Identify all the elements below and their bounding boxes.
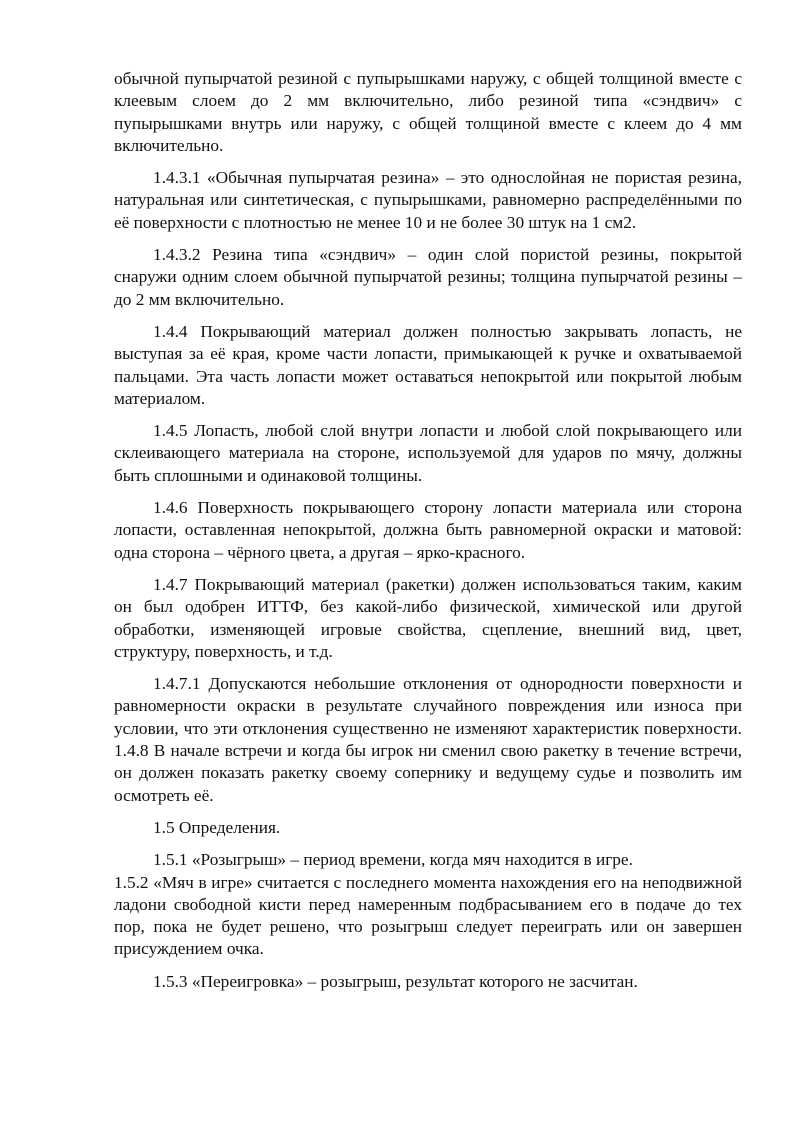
paragraph-1-4-8: 1.4.8 В начале встречи и когда бы игрок ни сменил свою ракетку в течение встречи, он должен показать ракетку своему сопернику и ведущему судье и позволить им осмотреть её. [114, 741, 742, 805]
paragraph-1-5-1: 1.5.1 «Розыгрыш» – период времени, когда мяч находится в игре. [153, 850, 633, 870]
paragraph-1-4-6: 1.4.6 Поверхность покрывающего сторону лопасти материала или сторона лопасти, оставленная непокрытой, должна быть равномерной окраски и матовой: одна сторона – чёрного цвета, а другая – ярко-красного. [114, 498, 742, 562]
paragraph-1-4-5: 1.4.5 Лопасть, любой слой внутри лопасти и любой слой покрывающего или склеивающего материала на стороне, используемой для ударов по мячу, должны быть сплошными и одинаковой толщины. [114, 421, 742, 485]
paragraph-1-5: 1.5 Определения. [153, 817, 281, 837]
paragraph-1-4-4: 1.4.4 Покрывающий материал должен полностью закрывать лопасть, не выступая за её края, кроме части лопасти, примыкающей к ручке и охватываемой пальцами. Эта часть лопасти может оставаться непокрытой или покрытой любым материалом. [114, 321, 742, 408]
paragraph-continuation: обычной пупырчатой резиной с пупырышками наружу, с общей толщиной вместе с клеевым слоем до 2 мм включительно, либо резиной типа «сэндвич» с пупырышками внутрь или наружу, с общей толщиной вместе с клеем до 4 мм включительно. [114, 69, 742, 155]
paragraph-1-5-2: 1.5.2 «Мяч в игре» считается с последнего момента нахождения его на неподвижной ладони свободной кисти перед намеренным подбрасыванием его в подаче до тех пор, пока не будет решено, что розыгрыш следует переиграть или он завершен присуждением очка. [114, 872, 742, 959]
paragraph-1-4-7: 1.4.7 Покрывающий материал (ракетки) должен использоваться таким, каким он был одобрен ИТТФ, без какой-либо физической, химической или другой обработки, изменяющей игровые свойства, сцепление, внешний вид, цвет, структуру, поверхность, и т.д. [114, 574, 742, 661]
paragraph-1-5-3: 1.5.3 «Переигровка» – розыгрыш, результат которого не засчитан. [153, 971, 638, 991]
paragraph-1-4-3-2: 1.4.3.2 Резина типа «сэндвич» – один слой пористой резины, покрытой снаружи одним слоем обычной пупырчатой резины; толщина пупырчатой резины – до 2 мм включительно. [114, 245, 742, 309]
paragraph-1-4-3-1: 1.4.3.1 «Обычная пупырчатая резина» – это однослойная не пористая резина, натуральная или синтетическая, с пупырышками, равномерно распределёнными по её поверхности с плотностью не менее 10 и не более 30 штук на 1 см2. [114, 168, 742, 232]
paragraph-1-4-7-1: 1.4.7.1 Допускаются небольшие отклонения от однородности поверхности и равномерности окраски в результате случайного повреждения или износа при условии, что эти отклонения существенно не изменяют характеристик поверхности. [114, 674, 742, 738]
document-page [114, 68, 742, 1003]
